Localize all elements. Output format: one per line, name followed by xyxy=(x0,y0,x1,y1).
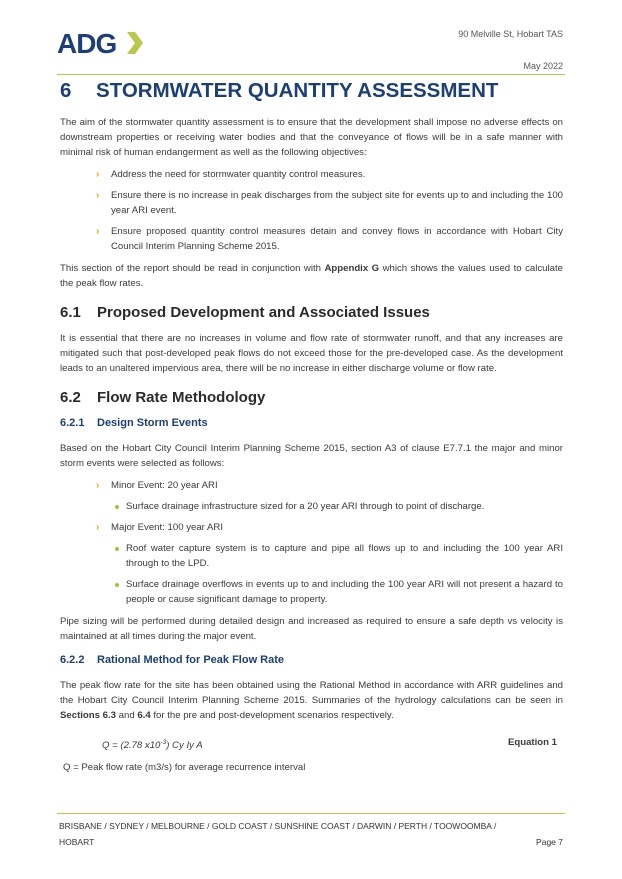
equation-1 xyxy=(60,735,563,750)
dot-bullet-icon xyxy=(115,505,119,509)
section-6-2-2-number: 6.2.2 xyxy=(60,654,85,666)
minor-event-subitem-text: Surface drainage infrastructure sized for a 20 year ARI through to point of discharge. xyxy=(126,501,485,512)
section-6-intro: The aim of the stormwater quantity assessment is to ensure that the development shall impose no adverse effects on downstream properties or receiving water bodies and that the conveyance of flows will be in a safe manner with minimal risk of human endangerment as well as the following objectives: xyxy=(60,117,563,158)
dot-bullet-icon xyxy=(115,583,119,587)
chevron-bullet-icon: › xyxy=(96,480,100,491)
section-6-2-1-number: 6.2.1 xyxy=(60,417,85,429)
section-6-2-2-text xyxy=(60,678,563,723)
equation-formula-post: ) Cy Iy A xyxy=(166,740,203,752)
section-6-2-number: 6.2 xyxy=(60,389,81,406)
appendix-note-post: which shows the values used to calculate the peak flow rates. xyxy=(60,263,563,289)
equation-formula-pre: Q = (2.78 x10 xyxy=(102,740,161,752)
main-content xyxy=(60,78,563,775)
equation-exponent: -3 xyxy=(160,739,167,746)
chevron-bullet-icon: › xyxy=(96,522,100,533)
chevron-bullet-icon: › xyxy=(96,226,100,237)
section-6-2-1-intro: Based on the Hobart City Council Interim Planning Scheme 2015, section A3 of clause E7.7.1 the major and minor storm events were selected as follows: xyxy=(60,443,563,469)
section-6-1-number: 6.1 xyxy=(60,304,81,321)
objective-item xyxy=(60,224,563,254)
page-number: Page 7 xyxy=(536,837,563,847)
major-event-label: Major Event: 100 year ARI xyxy=(111,522,223,533)
section-6-2-2-title: Rational Method for Peak Flow Rate xyxy=(97,654,285,666)
section-6-2-2-heading xyxy=(60,653,563,668)
header-address: 90 Melville St, Hobart TAS xyxy=(458,29,563,39)
section-6-1-heading xyxy=(60,303,563,323)
header-date: May 2022 xyxy=(523,61,563,71)
rational-text-pre: The peak flow rate for the site has been obtained using the Rational Method in accordance with ARR guidelines and the Hobart City Council Interim Planning Scheme 2015. Summaries of the hydrology calculations can be seen in xyxy=(60,680,563,706)
objective-text: Ensure proposed quantity control measures detain and convey flows in accordance with Hobart City Council Interim Planning Scheme 2015. xyxy=(111,226,563,252)
objective-item xyxy=(60,167,563,182)
equation-formula xyxy=(102,735,203,753)
major-event-item xyxy=(60,520,563,535)
chevron-bullet-icon: › xyxy=(96,169,100,180)
chevron-bullet-icon: › xyxy=(96,190,100,201)
minor-event-subitem xyxy=(60,499,563,514)
rational-text-mid: and xyxy=(116,710,138,721)
section-6-2-1-title: Design Storm Events xyxy=(97,417,208,429)
equation-label: Equation 1 xyxy=(507,737,557,748)
svg-text:ADG: ADG xyxy=(57,28,117,58)
section-6-1-text: It is essential that there are no increases in volume and flow rate of stormwater runoff, and that any increases are mitigated such that post-developed peak flows do not exceed those for the pre-developed case. As the development leads to an unaltered impervious area, there will be no increase in either discharge volume or flow rate. xyxy=(60,333,563,374)
q-definition: Q = Peak flow rate (m3/s) for average recurrence interval xyxy=(63,762,306,773)
section-6-number: 6 xyxy=(60,79,72,102)
appendix-note xyxy=(60,261,563,291)
sections-reference: Sections 6.3 xyxy=(60,710,116,721)
appendix-note-pre: This section of the report should be read in conjunction with xyxy=(60,263,325,274)
footer xyxy=(59,818,563,850)
objective-text: Address the need for stormwater quantity control measures. xyxy=(111,169,366,180)
minor-event-item xyxy=(60,478,563,493)
objective-item xyxy=(60,188,563,218)
adg-logo xyxy=(57,28,143,58)
objective-text: Ensure there is no increase in peak discharges from the subject site for events up to and including the 100 year ARI event. xyxy=(111,190,563,216)
major-event-subitem xyxy=(60,577,563,607)
major-event-subitem-text: Surface drainage overflows in events up to and including the 100 year ARI will not present a hazard to people or cause significant damage to property. xyxy=(126,579,563,605)
footer-cities-line1: BRISBANE / SYDNEY / MELBOURNE / GOLD COAST / SUNSHINE COAST / DARWIN / PERTH / TOOWOOMBA / xyxy=(59,821,497,831)
minor-event-label: Minor Event: 20 year ARI xyxy=(111,480,218,491)
major-event-subitem xyxy=(60,541,563,571)
major-event-subitem-text: Roof water capture system is to capture and pipe all flows up to and including the 100 year ARI through to the LPD. xyxy=(126,543,563,569)
section-6-2-title: Flow Rate Methodology xyxy=(97,389,266,406)
section-6-heading xyxy=(60,78,563,107)
pipe-sizing-text: Pipe sizing will be performed during detailed design and increased as required to ensure a safe depth vs velocity is maintained at all times during the major event. xyxy=(60,616,563,642)
footer-cities-line2: HOBART xyxy=(59,837,95,847)
section-6-4-reference: 6.4 xyxy=(137,710,151,721)
appendix-g-reference: Appendix G xyxy=(324,263,380,274)
rational-text-post: for the pre and post-development scenarios respectively. xyxy=(150,710,394,721)
footer-divider xyxy=(57,813,565,814)
section-6-2-1-heading xyxy=(60,416,563,431)
section-6-2-heading xyxy=(60,388,563,408)
section-6-title: STORMWATER QUANTITY ASSESSMENT xyxy=(96,79,499,102)
header-divider xyxy=(57,74,565,75)
section-6-1-title: Proposed Development and Associated Issues xyxy=(97,304,430,321)
dot-bullet-icon xyxy=(115,547,119,551)
